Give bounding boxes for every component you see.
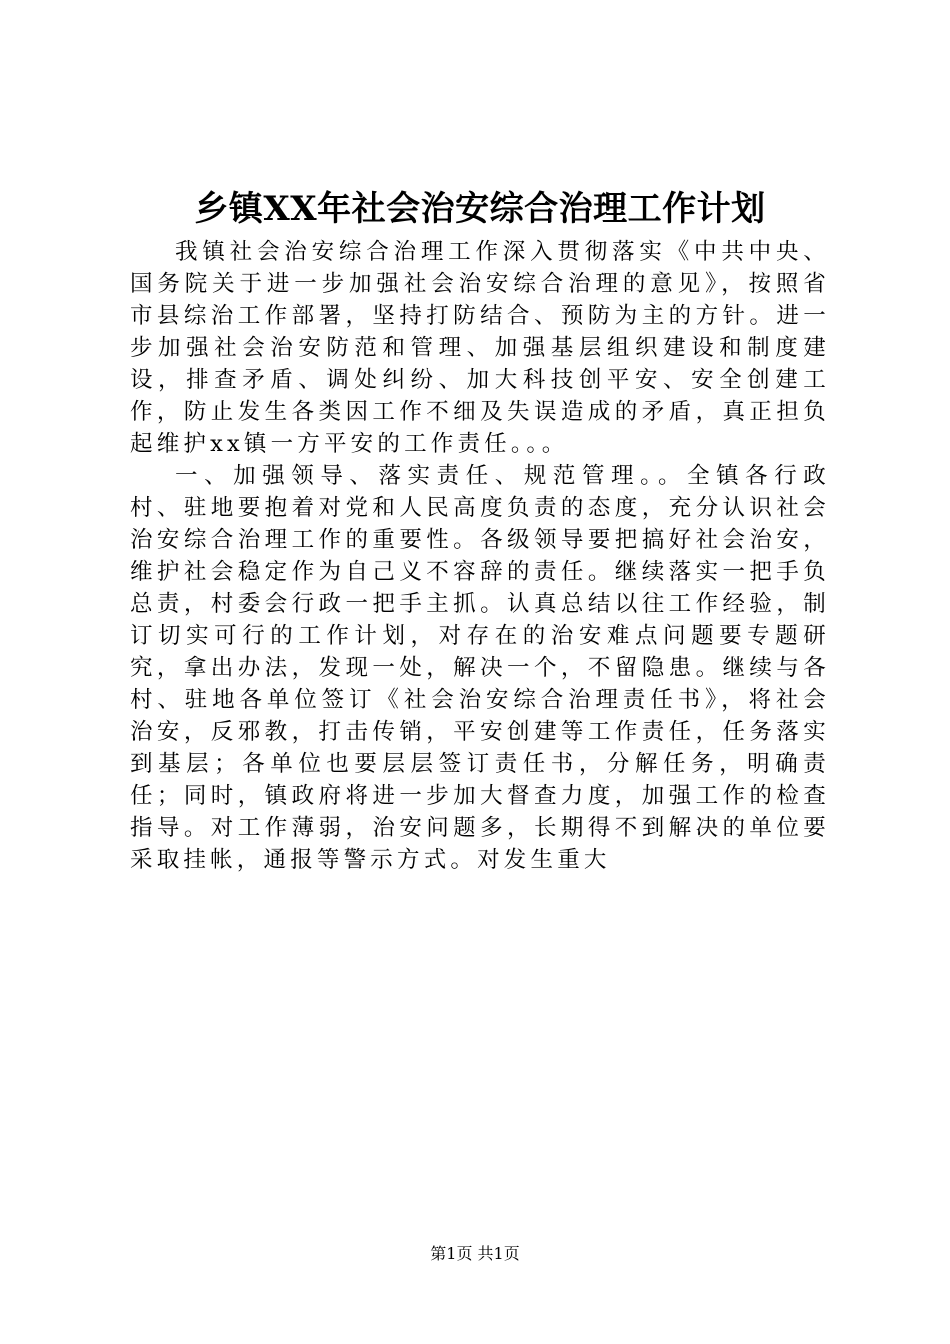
paragraph-section-one: 一、加强领导、落实责任、规范管理。。全镇各行政村、驻地要抱着对党和人民高度负责的态度，充分认识社会治安综合治理工作的重要性。各级领导要把搞好社会治安，维护社会稳定作为自己义不容辞的责任。继续落实一把手负总责，村委会行政一把手主抓。认真总结以往工作经验，制订切实可行的工作计划，对存在的治安难点问题要专题研究，拿出办法，发现一处，解决一个，不留隐患。继续与各村、驻地各单位签订《社会治安综合治理责任书》，将社会治安，反邪教，打击传销，平安创建等工作责任，任务落实到基层；各单位也要层层签订责任书，分解任务，明确责任；同时，镇政府将进一步加大督查力度，加强工作的检查指导。对工作薄弱，治安问题多，长期得不到解决的单位要采取挂帐，通报等警示方式。对发生重大 [130,463,830,873]
document-title: 乡镇XX年社会治安综合治理工作计划 [194,189,766,229]
paragraph-intro: 我镇社会治安综合治理工作深入贯彻落实《中共中央、国务院关于进一步加强社会治安综合治理的意见》，按照省市县综治工作部署，坚持打防结合、预防为主的方针。进一步加强社会治安防范和管理、加强基层组织建设和制度建设，排查矛盾、调处纠纷、加大科技创平安、安全创建工作，防止发生各类因工作不细及失误造成的矛盾，真正担负起维护xx镇一方平安的工作责任。。。 [130,239,830,457]
page-number-footer: 第1页 共1页 [430,1244,520,1263]
document-body [130,236,830,876]
